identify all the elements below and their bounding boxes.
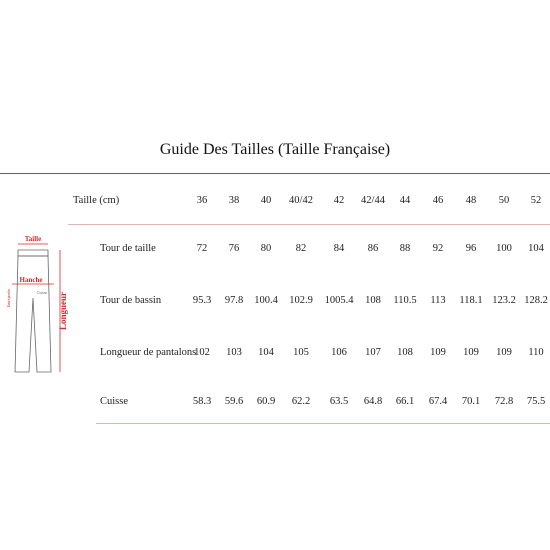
table-cell: 109 [463,347,479,358]
row-label: Tour de taille [100,243,156,254]
row-label: Longueur de pantalons [100,347,197,358]
table-cell: 80 [260,243,272,254]
table-cell: 107 [365,347,381,358]
table-cell: 88 [399,243,411,254]
table-cell: 1005.4 [324,295,354,306]
row-label: Cuisse [100,396,129,407]
table-cell: 113 [430,295,446,306]
table-cell: 102.9 [289,295,313,306]
size-header-cell: 48 [465,195,477,206]
table-cell: 59.6 [224,396,244,407]
table-cell: 66.1 [395,396,415,407]
table-cell: 67.4 [428,396,448,407]
table-cell: 109 [430,347,446,358]
size-header-cell: 42/44 [361,195,385,206]
table-cell: 105 [293,347,309,358]
table-cell: 100 [496,243,512,254]
table-cell: 128.2 [524,295,548,306]
page-title: Guide Des Tailles (Taille Française) [159,141,391,158]
size-header-cell: 36 [196,195,208,206]
table-cell: 72 [196,243,208,254]
table-cell: 118.1 [459,295,483,306]
size-header-cell: 52 [530,195,542,206]
size-header-cell: 42 [333,195,345,206]
size-header-cell: 40 [260,195,272,206]
table-cell: 97.8 [224,295,244,306]
table-cell: 92 [432,243,444,254]
size-header-cell: 46 [432,195,444,206]
table-cell: 86 [367,243,379,254]
size-header-cell: 40/42 [289,195,313,206]
table-cell: 82 [295,243,307,254]
diagram-cuisse-label: Cuisse [36,290,48,295]
title-divider [0,173,550,174]
table-cell: 104 [528,243,544,254]
size-header-label: Taille (cm) [73,195,120,206]
table-cell: 72.8 [494,396,514,407]
diagram-taille-label: Taille [24,235,42,243]
pants-waistband [18,250,48,256]
diagram-longueur-label: Longueur [58,291,68,331]
table-cell: 102 [194,347,210,358]
table-cell: 60.9 [256,396,276,407]
size-header-cell: 38 [228,195,240,206]
table-cell: 58.3 [192,396,212,407]
bottom-divider [96,423,550,424]
table-cell: 123.2 [492,295,516,306]
table-cell: 96 [465,243,477,254]
table-cell: 100.4 [254,295,278,306]
row-label: Tour de bassin [100,295,162,306]
table-cell: 64.8 [363,396,383,407]
table-cell: 76 [228,243,240,254]
table-cell: 103 [226,347,242,358]
pants-diagram [4,228,74,378]
table-cell: 109 [496,347,512,358]
table-cell: 95.3 [192,295,212,306]
diagram-entrejambe-label: Entrejambe [6,288,11,308]
table-cell: 70.1 [461,396,481,407]
table-cell: 75.5 [526,396,546,407]
diagram-hanche-label: Hanche [19,276,43,284]
table-cell: 106 [331,347,347,358]
pants-outline [15,256,51,372]
size-header-cell: 50 [498,195,510,206]
table-cell: 84 [333,243,345,254]
table-cell: 108 [365,295,381,306]
table-cell: 110 [528,347,544,358]
header-divider [68,224,550,225]
table-cell: 104 [258,347,274,358]
table-cell: 108 [397,347,413,358]
table-cell: 63.5 [329,396,349,407]
table-cell: 110.5 [393,295,417,306]
table-cell: 62.2 [291,396,311,407]
size-header-cell: 44 [399,195,411,206]
